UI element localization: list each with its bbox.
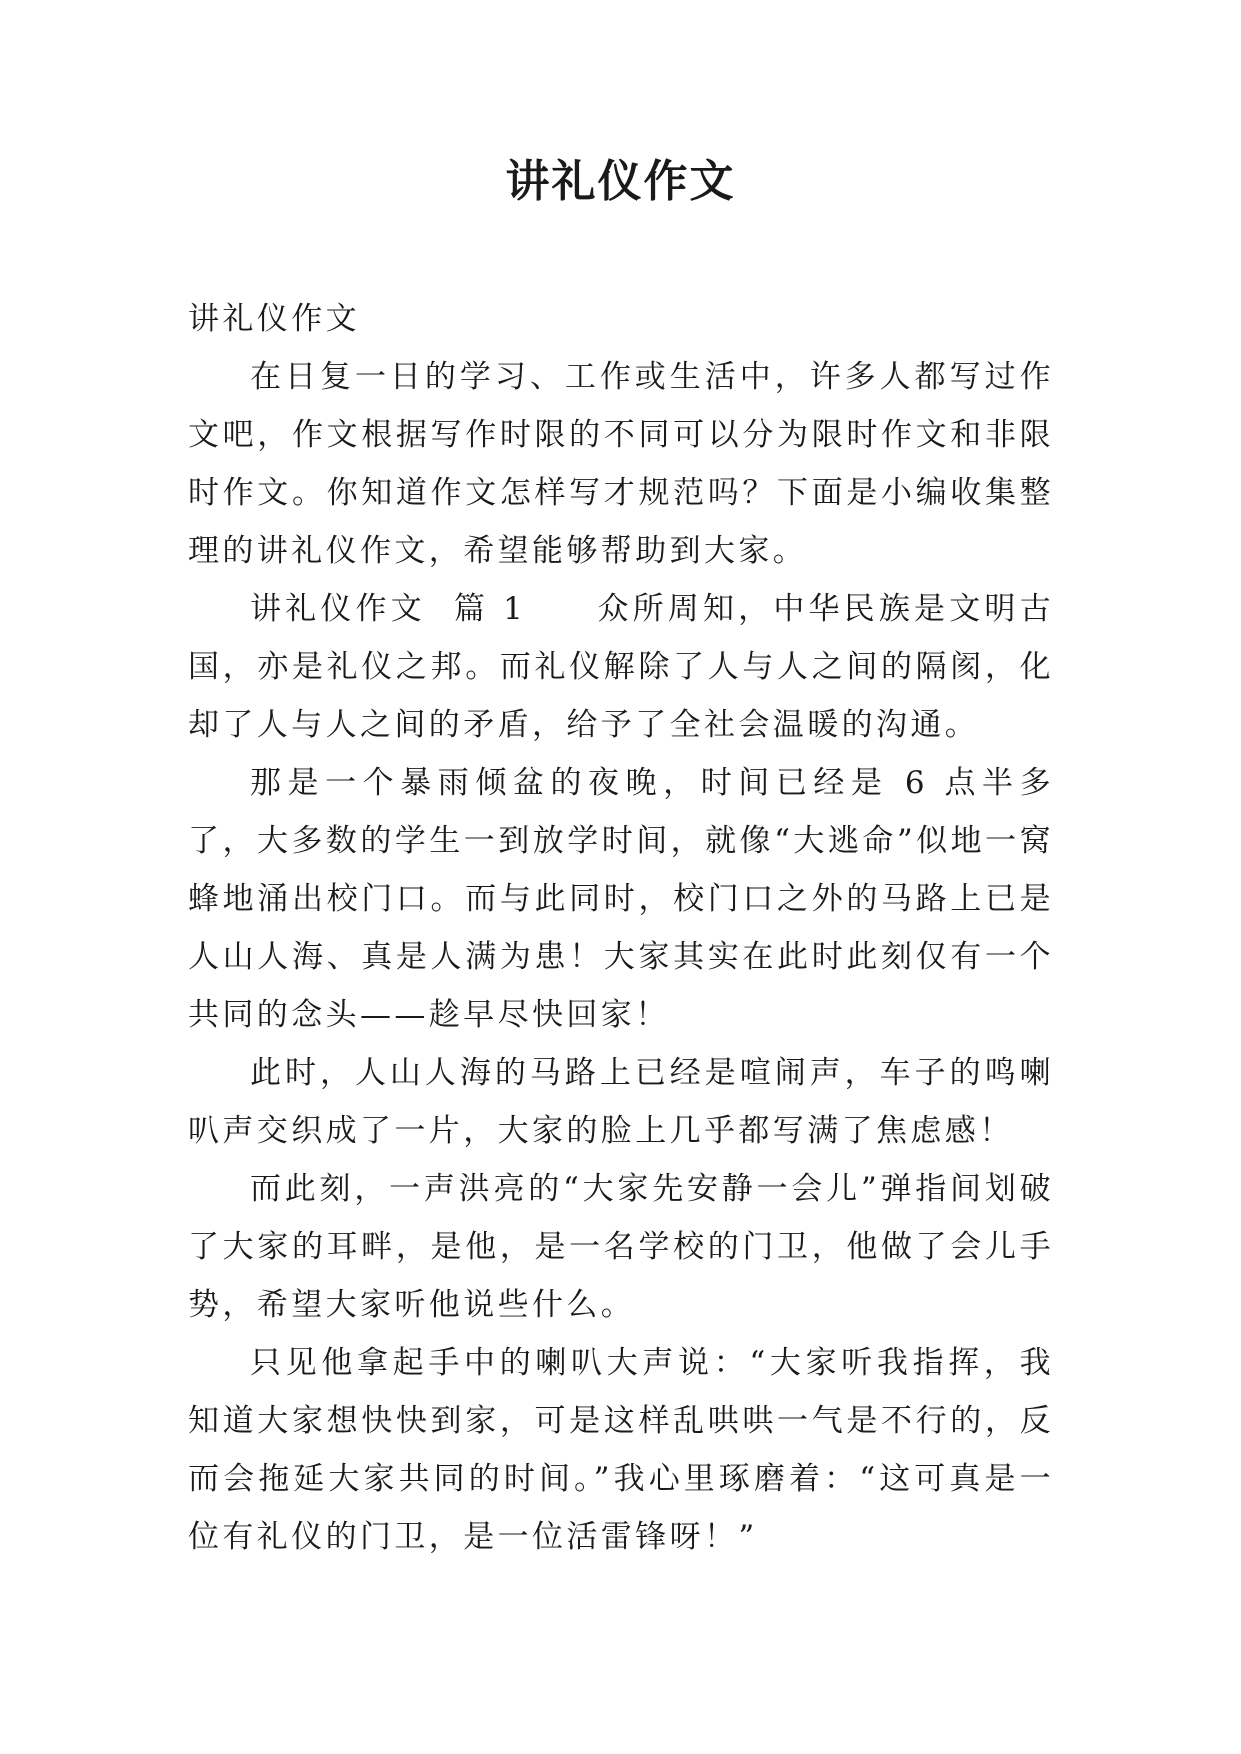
document-subtitle: 讲礼仪作文: [188, 301, 360, 337]
paragraph-3: 此时，人山人海的马路上已经是喧闹声，车子的鸣喇叭声交织成了一片，大家的脸上几乎都写满了焦虑感！: [188, 1055, 1054, 1149]
paragraph-5: 只见他拿起手中的喇叭大声说：“大家听我指挥，我知道大家想快快到家，可是这样乱哄哄一气是不行的，反而会拖延大家共同的时间。”我心里琢磨着：“这可真是一位有礼仪的门卫，是一位活雷锋呀！”: [188, 1345, 1054, 1555]
intro-paragraph: 在日复一日的学习、工作或生活中，许多人都写过作文吧，作文根据写作时限的不同可以分为限时作文和非限时作文。你知道作文怎样写才规范吗？下面是小编收集整理的讲礼仪作文，希望能够帮助到大家。: [188, 359, 1054, 569]
section-label: 讲礼仪作文 篇 1: [250, 591, 527, 627]
paragraph-text: 众所周知，中华民族是文明古国，亦是礼仪之邦。而礼仪解除了人与人之间的隔阂，化却了人与人之间的矛盾，给予了全社会温暖的沟通。: [188, 591, 1054, 743]
paragraph-2: 那是一个暴雨倾盆的夜晚，时间已经是 6 点半多了，大多数的学生一到放学时间，就像“大逃命”似地一窝蜂地涌出校门口。而与此同时，校门口之外的马路上已是人山人海、真是人满为患！大家其实在此时此刻仅有一个共同的念头——趁早尽快回家！: [188, 765, 1054, 1033]
document-title: 讲礼仪作文: [505, 156, 736, 207]
section-spacer: [526, 591, 597, 627]
paragraph-4: 而此刻，一声洪亮的“大家先安静一会儿”弹指间划破了大家的耳畔，是他，是一名学校的门卫，他做了会儿手势，希望大家听他说些什么。: [188, 1171, 1054, 1323]
document-body: [188, 290, 1054, 1566]
section-paragraph-1: [188, 580, 1054, 754]
